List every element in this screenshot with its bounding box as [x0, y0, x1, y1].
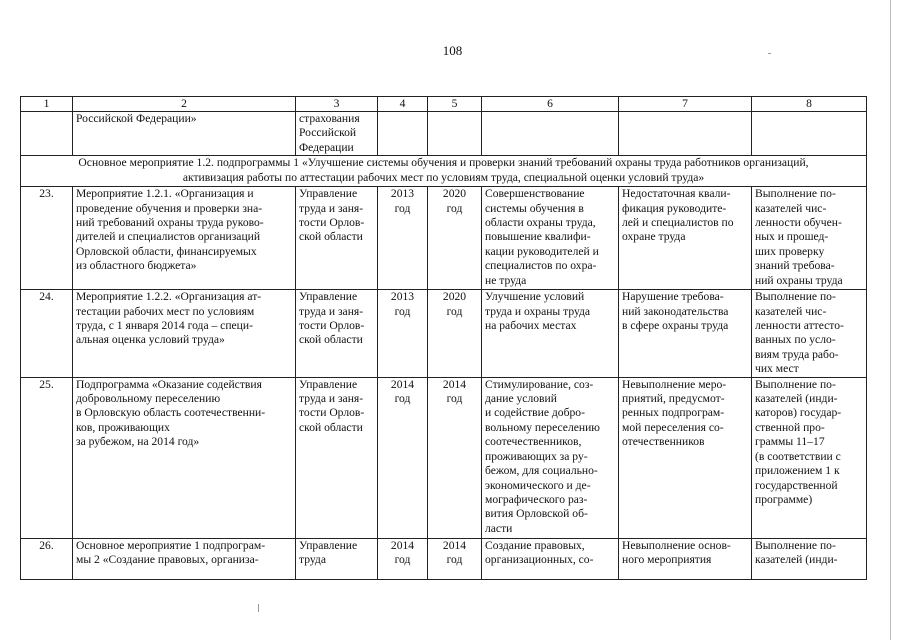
scan-edge-line — [890, 0, 891, 640]
cell-line: Улучшение условий — [485, 290, 585, 304]
cell-line: Управление — [299, 187, 358, 201]
cell-line: год — [446, 304, 463, 318]
row-number: 24. — [39, 290, 54, 304]
cell-line: Выполнение по- — [755, 377, 836, 391]
row-number: 25. — [39, 377, 54, 391]
cell-line: Основное мероприятие 1 подпрограм- — [76, 538, 266, 552]
column-number: 2 — [73, 97, 296, 112]
cell-line: казателей (инди- — [755, 553, 838, 567]
cell-line: отечественников — [622, 435, 705, 449]
cell-line: Выполнение по- — [755, 187, 836, 201]
cell-name — [73, 377, 296, 538]
cell-name — [73, 538, 296, 579]
cell-executor — [296, 538, 378, 579]
cell-line: 2013 — [390, 187, 415, 201]
cell-line: ванных по усло- — [755, 333, 836, 347]
cell-line: системы обучения в — [485, 201, 584, 215]
cell-num — [21, 290, 73, 377]
cell-result — [482, 377, 619, 538]
column-number: 8 — [752, 97, 867, 112]
cell-line: мографического раз- — [485, 492, 588, 506]
cell-line: ской области — [299, 230, 363, 244]
scan-mark — [768, 53, 771, 54]
cell-empty — [482, 112, 619, 156]
cell-line: Управление — [299, 377, 358, 391]
cell-line: добровольному переселению — [76, 392, 221, 406]
cell-line: вития Орловской об- — [485, 507, 588, 521]
cell-line: Российской — [299, 126, 357, 140]
cell-line: активизация работы по аттестации рабочих мест по условиям труда, специальной оценки условий труда» — [182, 170, 705, 184]
cell-line: соотечественников, — [485, 435, 582, 449]
cell-line: ренных подпрограм- — [622, 406, 725, 420]
cell-line: знаний требова- — [755, 259, 835, 273]
cell-consequences — [619, 290, 752, 377]
cell-line: Подпрограмма «Оказание содействия — [76, 377, 262, 391]
cell-line: тости Орлов- — [299, 406, 365, 420]
cell-end-year — [428, 538, 482, 579]
column-number: 3 — [296, 97, 378, 112]
cell-line: 2014 — [390, 538, 415, 552]
cell-executor — [296, 187, 378, 290]
cell-line: проведение обучения и проверки зна- — [76, 201, 263, 215]
cell-line: Нарушение требова- — [622, 290, 724, 304]
cell-line: год — [394, 553, 411, 567]
cell-end-year — [428, 377, 482, 538]
cell-line: ленности обучен- — [755, 216, 842, 230]
cell-line: граммы 11–17 — [755, 435, 825, 449]
cell-line: не труда — [485, 273, 527, 287]
column-number: 5 — [428, 97, 482, 112]
cell-start-year — [378, 377, 428, 538]
row-number: 23. — [39, 187, 54, 201]
cell-line: Мероприятие 1.2.1. «Организация и — [76, 187, 254, 201]
cell-line: труда и охраны труда — [485, 304, 591, 318]
column-number: 6 — [482, 97, 619, 112]
cell-line: альная оценка условий труда» — [76, 333, 225, 347]
section-header-row — [21, 156, 867, 187]
cell-line: год — [446, 553, 463, 567]
cell-line: 2013 — [390, 290, 415, 304]
cell-num — [21, 377, 73, 538]
cell-line: в сфере охраны труда — [622, 319, 729, 333]
cell-line: приятий, предусмот- — [622, 392, 725, 406]
cell-line: ласти — [485, 521, 513, 535]
scan-mark — [258, 604, 259, 612]
cell-line: повышение квалифи- — [485, 230, 591, 244]
cell-line: Выполнение по- — [755, 290, 836, 304]
cell-line: ний охраны труда — [755, 273, 843, 287]
cell-line: страхования — [299, 112, 360, 125]
cell-line: казателей чис- — [755, 304, 827, 318]
cell-line: каторов) государ- — [755, 406, 842, 420]
cell-line: Орловской области, финансируемых — [76, 244, 257, 258]
cell-line: на рабочих местах — [485, 319, 577, 333]
cell-line: тестации рабочих мест по условиям — [76, 304, 255, 318]
cell-line: ской области — [299, 420, 363, 434]
cell-line: Невыполнение меро- — [622, 377, 727, 391]
cell-line: труда, с 1 января 2014 года – специ- — [76, 319, 253, 333]
table-row — [21, 290, 867, 377]
cell-line: ской области — [299, 333, 363, 347]
column-number: 4 — [378, 97, 428, 112]
cell-line: казателей чис- — [755, 201, 827, 215]
cell-line: Управление — [299, 538, 358, 552]
cell-line: 2014 — [390, 377, 415, 391]
cell-line: ний законодательства — [622, 304, 729, 318]
cell-name — [73, 112, 296, 156]
cell-line: 2014 — [442, 377, 467, 391]
column-number: 1 — [21, 97, 73, 112]
cell-result — [482, 290, 619, 377]
cell-line: Совершенствование — [485, 187, 585, 201]
cell-line: 2014 — [442, 538, 467, 552]
cell-line: лей и специалистов по — [622, 216, 734, 230]
cell-line: ленности аттесто- — [755, 319, 844, 333]
cell-indicators — [752, 290, 867, 377]
cell-line: труда и заня- — [299, 304, 364, 318]
cell-line: ных и прошед- — [755, 230, 829, 244]
cell-line: дителей и специалистов организаций — [76, 230, 261, 244]
cell-line: (в соответствии с — [755, 449, 841, 463]
cell-line: Основное мероприятие 1.2. подпрограммы 1 «Улучшение системы обучения и проверки знаний требований охраны труда работников организаций, — [78, 156, 809, 170]
cell-start-year — [378, 290, 428, 377]
cell-start-year — [378, 538, 428, 579]
cell-line: бежом, для социально- — [485, 464, 598, 478]
cell-empty — [752, 112, 867, 156]
cell-line: год — [446, 201, 463, 215]
cell-line: мой переселения со- — [622, 420, 724, 434]
cell-num — [21, 112, 73, 156]
cell-line: Мероприятие 1.2.2. «Организация ат- — [76, 290, 262, 304]
cell-line: чих мест — [755, 362, 799, 376]
cell-line: в Орловскую область соотечественни- — [76, 406, 266, 420]
cell-line: ний требований охраны труда руково- — [76, 216, 264, 230]
row-number: 26. — [39, 538, 54, 552]
cell-empty — [378, 112, 428, 156]
cell-line: ственной про- — [755, 420, 825, 434]
cell-line: труда — [299, 553, 326, 567]
cell-line: Российской Федерации» — [76, 112, 197, 125]
cell-line: виям труда рабо- — [755, 347, 839, 361]
cell-name — [73, 290, 296, 377]
column-number-row — [21, 97, 867, 112]
page-number: 108 — [442, 43, 463, 58]
cell-line: Управление — [299, 290, 358, 304]
cell-line: ших проверку — [755, 244, 825, 258]
table-row — [21, 538, 867, 579]
cell-name — [73, 187, 296, 290]
cell-line: тости Орлов- — [299, 216, 365, 230]
measures-table — [20, 96, 867, 580]
cell-line: Создание правовых, — [485, 538, 585, 552]
cell-line: год — [394, 201, 411, 215]
cell-line: охране труда — [622, 230, 686, 244]
cell-line: кации руководителей и — [485, 244, 599, 258]
cell-line: программе) — [755, 492, 813, 506]
cell-result — [482, 187, 619, 290]
table-row — [21, 377, 867, 538]
cell-executor — [296, 290, 378, 377]
cell-line: Недостаточная квали- — [622, 187, 731, 201]
cell-indicators — [752, 377, 867, 538]
cell-line: приложением 1 к — [755, 464, 840, 478]
cell-end-year — [428, 290, 482, 377]
cell-start-year — [378, 187, 428, 290]
cell-line: труда и заня- — [299, 201, 364, 215]
cell-line: ков, проживающих — [76, 420, 170, 434]
cell-consequences — [619, 538, 752, 579]
cell-end-year — [428, 187, 482, 290]
cell-line: экономического и де- — [485, 478, 591, 492]
section-header — [21, 156, 867, 187]
cell-consequences — [619, 377, 752, 538]
cell-executor — [296, 377, 378, 538]
cell-line: 2020 — [442, 187, 467, 201]
cell-line: 2020 — [442, 290, 467, 304]
cell-line: вольному переселению — [485, 420, 600, 434]
cell-executor — [296, 112, 378, 156]
cell-num — [21, 187, 73, 290]
cell-line: области охраны труда, — [485, 216, 596, 230]
cell-line: Невыполнение основ- — [622, 538, 731, 552]
cell-line: и содействие добро- — [485, 406, 585, 420]
cell-line: государственной — [755, 478, 838, 492]
cell-result — [482, 538, 619, 579]
cell-line: дание условий — [485, 392, 557, 406]
continuation-row — [21, 112, 867, 156]
cell-line: Выполнение по- — [755, 538, 836, 552]
cell-line: казателей (инди- — [755, 392, 838, 406]
cell-line: Стимулирование, соз- — [485, 377, 594, 391]
cell-line: год — [446, 392, 463, 406]
cell-line: за рубежом, на 2014 год» — [76, 435, 200, 449]
cell-indicators — [752, 187, 867, 290]
cell-line: мы 2 «Создание правовых, организа- — [76, 553, 259, 567]
table-row — [21, 187, 867, 290]
cell-line: проживающих за ру- — [485, 449, 588, 463]
cell-line: специалистов по охра- — [485, 259, 597, 273]
cell-line: ного мероприятия — [622, 553, 712, 567]
cell-line: Федерации — [299, 140, 354, 154]
cell-line: из областного бюджета» — [76, 259, 197, 273]
cell-indicators — [752, 538, 867, 579]
cell-empty — [428, 112, 482, 156]
cell-line: год — [394, 304, 411, 318]
cell-line: фикация руководите- — [622, 201, 727, 215]
cell-line: труда и заня- — [299, 392, 364, 406]
cell-empty — [619, 112, 752, 156]
cell-line: организационных, со- — [485, 553, 594, 567]
column-number: 7 — [619, 97, 752, 112]
cell-line: год — [394, 392, 411, 406]
cell-line: тости Орлов- — [299, 319, 365, 333]
cell-num — [21, 538, 73, 579]
cell-consequences — [619, 187, 752, 290]
